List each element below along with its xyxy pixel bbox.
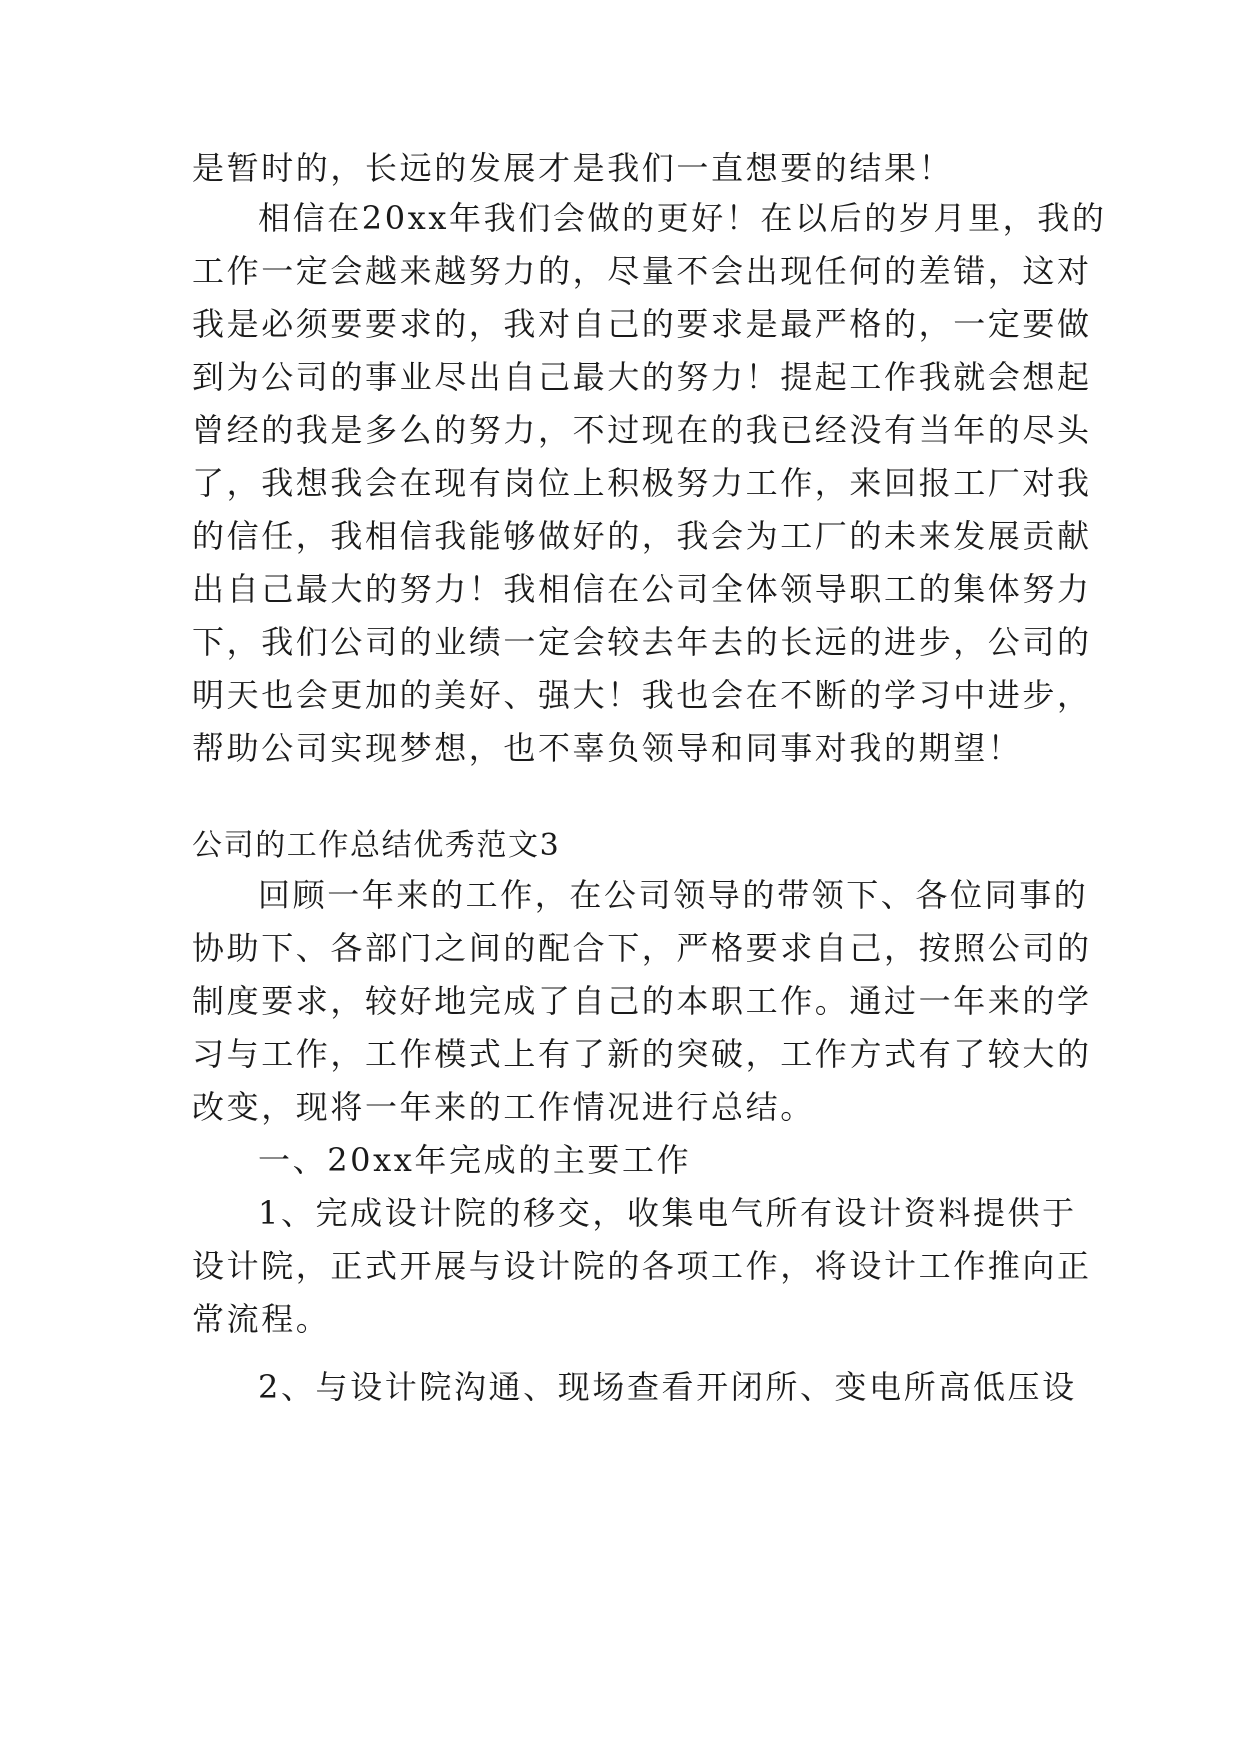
paragraph-line: 回顾一年来的工作，在公司领导的带领下、各位同事的 (258, 876, 1089, 914)
paragraph-line: 工作一定会越来越努力的，尽量不会出现任何的差错，这对 (192, 252, 1092, 290)
section-heading: 公司的工作总结优秀范文3 (192, 828, 561, 863)
list-item-line: 1、完成设计院的移交，收集电气所有设计资料提供于 (258, 1194, 1077, 1232)
list-item-line: 设计院，正式开展与设计院的各项工作，将设计工作推向正 (192, 1247, 1092, 1285)
list-item-line: 2、与设计院沟通、现场查看开闭所、变电所高低压设 (258, 1368, 1077, 1406)
paragraph-line: 了，我想我会在现有岗位上积极努力工作，来回报工厂对我 (192, 464, 1092, 502)
subheading: 一、20xx年完成的主要工作 (258, 1141, 692, 1179)
paragraph-line: 制度要求，较好地完成了自己的本职工作。通过一年来的学 (192, 982, 1092, 1020)
paragraph-line: 协助下、各部门之间的配合下，严格要求自己，按照公司的 (192, 929, 1092, 967)
paragraph-line: 下，我们公司的业绩一定会较去年去的长远的进步，公司的 (192, 623, 1092, 661)
paragraph-line: 改变，现将一年来的工作情况进行总结。 (192, 1088, 815, 1126)
paragraph-line: 习与工作，工作模式上有了新的突破，工作方式有了较大的 (192, 1035, 1092, 1073)
paragraph-line: 到为公司的事业尽出自己最大的努力！提起工作我就会想起 (192, 358, 1092, 396)
paragraph-line: 帮助公司实现梦想，也不辜负领导和同事对我的期望！ (192, 729, 1023, 767)
paragraph-line: 出自己最大的努力！我相信在公司全体领导职工的集体努力 (192, 570, 1092, 608)
paragraph-line: 的信任，我相信我能够做好的，我会为工厂的未来发展贡献 (192, 517, 1092, 555)
paragraph-line: 曾经的我是多么的努力，不过现在的我已经没有当年的尽头 (192, 411, 1092, 449)
paragraph-line: 我是必须要要求的，我对自己的要求是最严格的，一定要做 (192, 305, 1092, 343)
paragraph-line: 相信在20xx年我们会做的更好！在以后的岁月里，我的 (258, 199, 1107, 237)
paragraph-line: 明天也会更加的美好、强大！我也会在不断的学习中进步， (192, 676, 1092, 714)
paragraph-continuation-line: 是暂时的，长远的发展才是我们一直想要的结果！ (192, 149, 954, 187)
list-item-line: 常流程。 (192, 1300, 331, 1338)
